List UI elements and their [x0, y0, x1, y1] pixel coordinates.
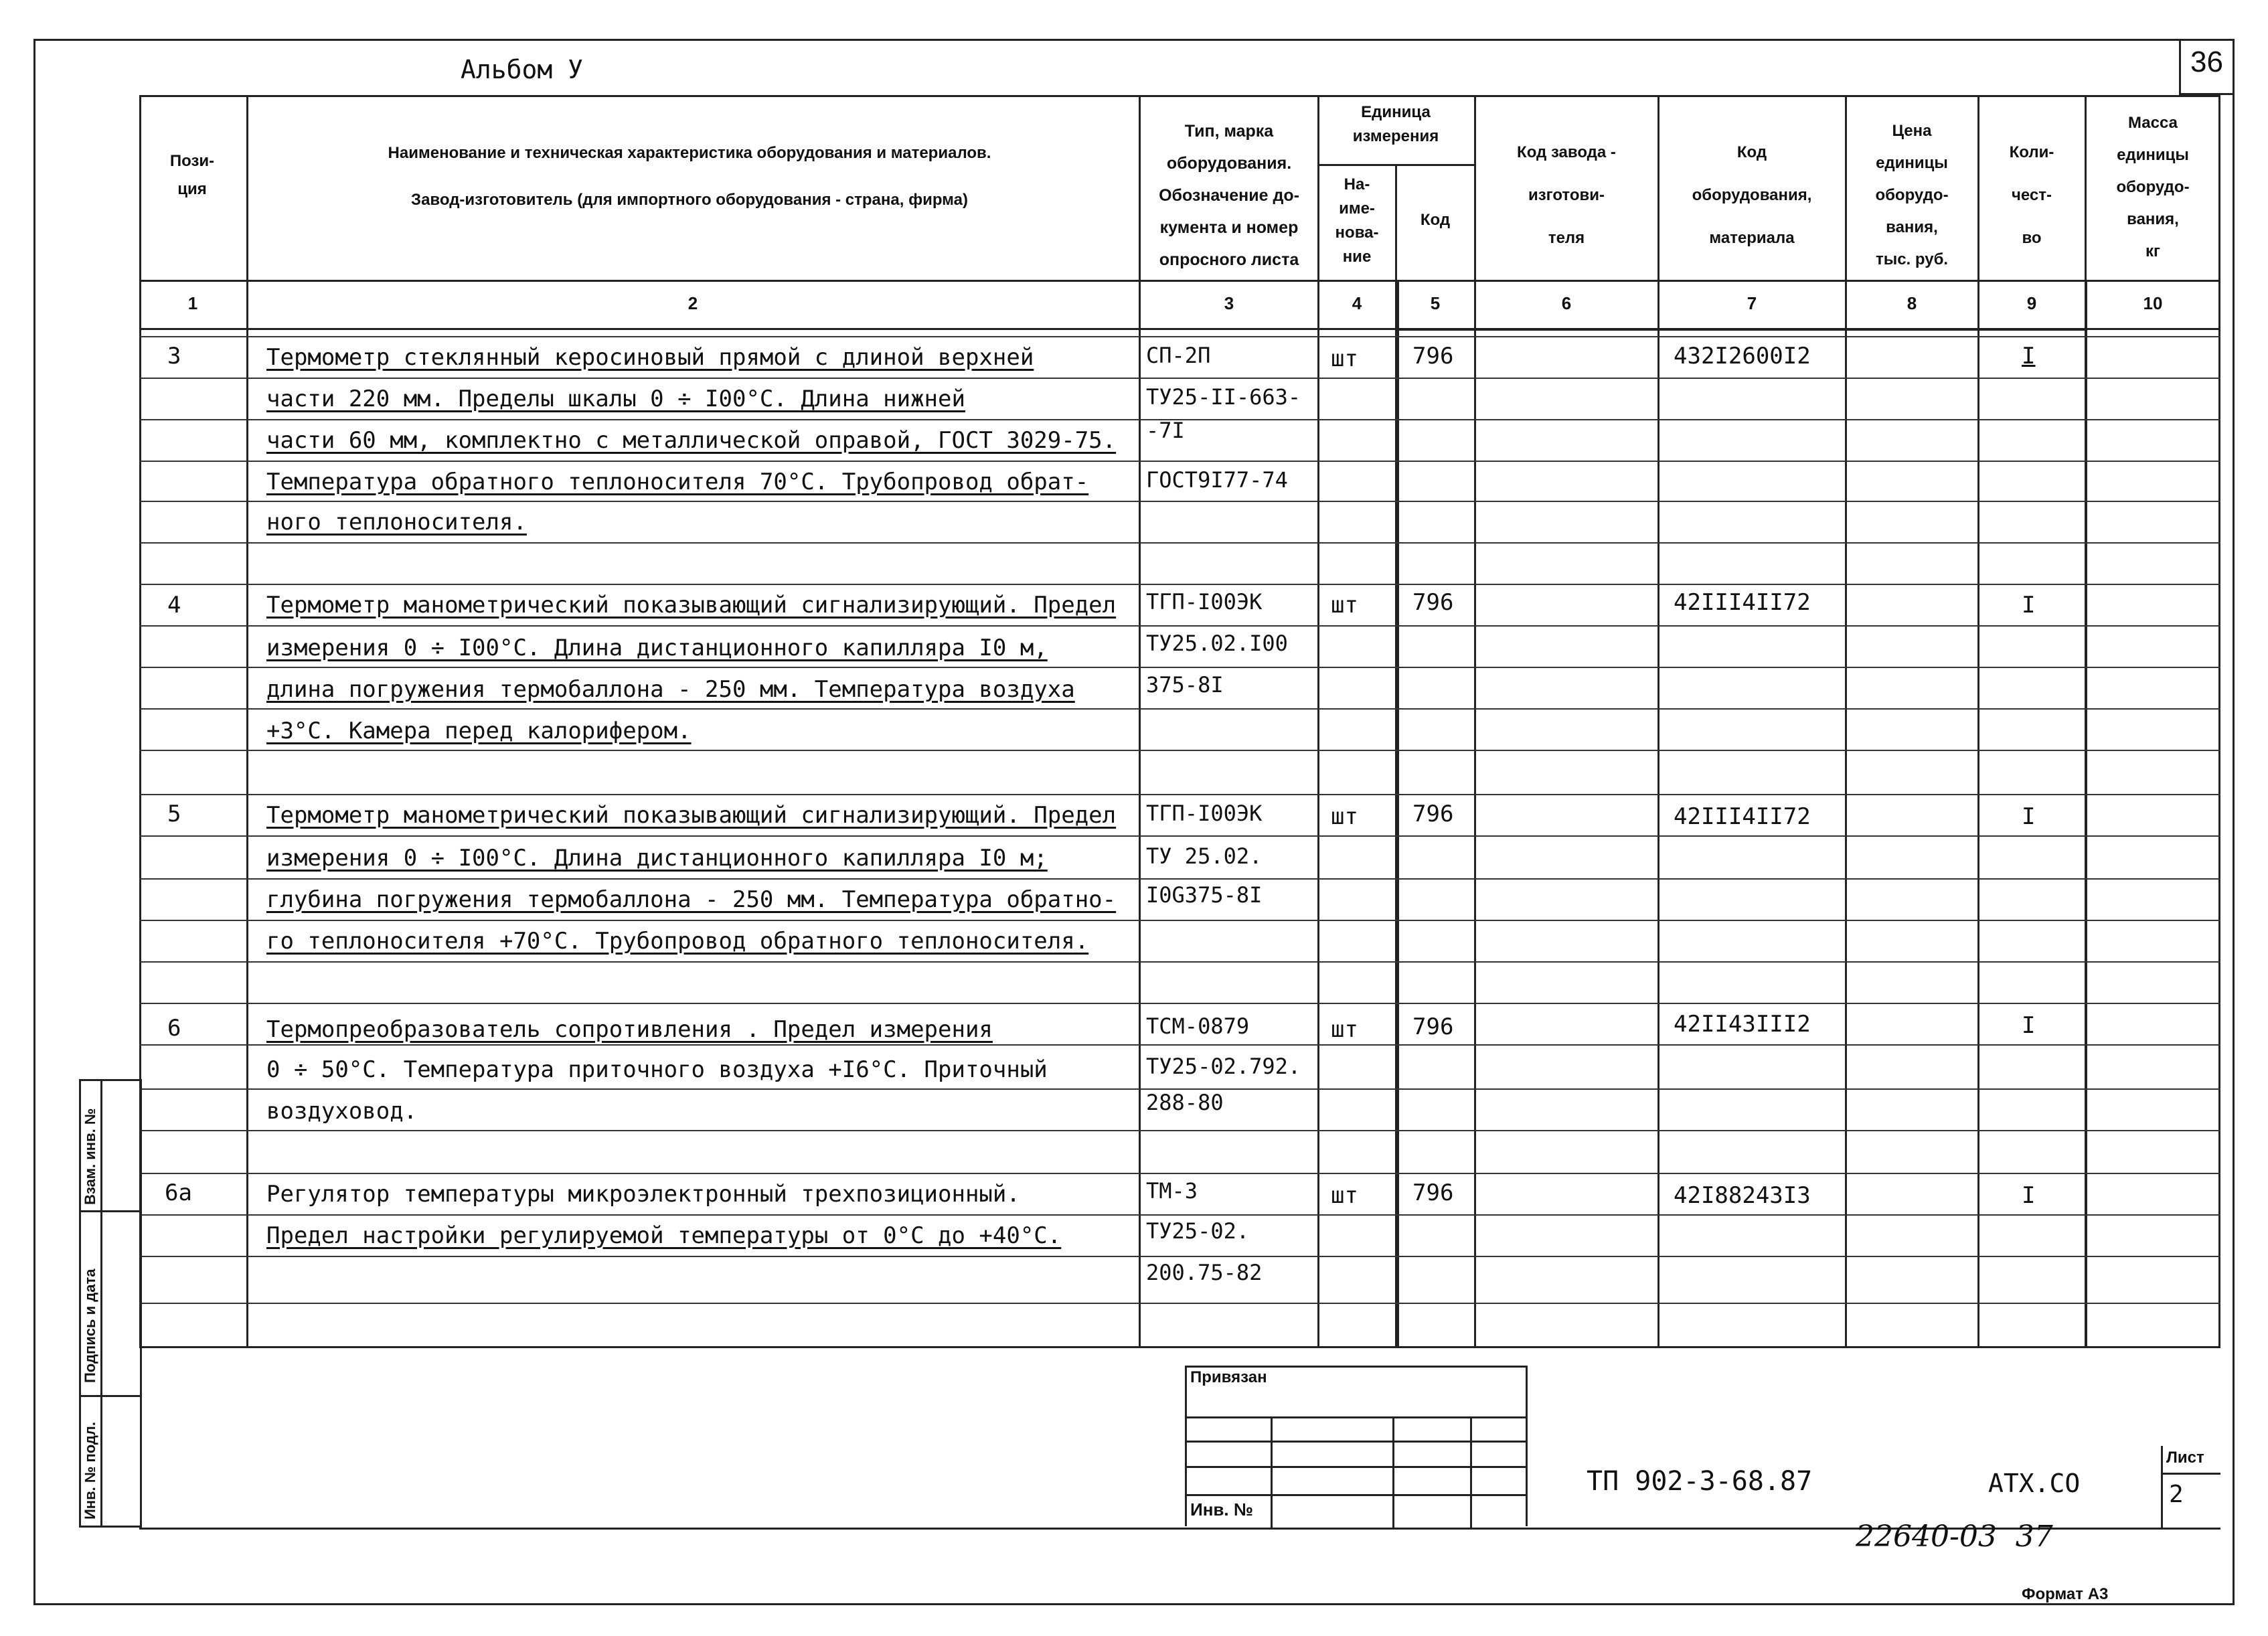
- item-type: ТУ 25.02.: [1146, 843, 1263, 869]
- item-pos: 5: [167, 801, 181, 827]
- item-unit: шт: [1331, 592, 1358, 619]
- item-pos: 3: [167, 343, 181, 370]
- item-unit-code: 796: [1412, 343, 1454, 370]
- item-desc-line: глубина погружения термобаллона - 250 мм. Температура обратно-: [266, 886, 1117, 913]
- item-equip-code: 42II43III2: [1674, 1011, 1811, 1038]
- item-unit: шт: [1331, 803, 1358, 830]
- section-code: АТХ.СО: [1988, 1469, 2081, 1498]
- item-type: ТУ25.02.I00: [1146, 631, 1288, 656]
- col-unit-code-header: Код: [1420, 211, 1451, 229]
- col-number: 3: [1224, 293, 1234, 313]
- sheet-number: 36: [2190, 46, 2223, 78]
- item-equip-code: 42I88243I3: [1674, 1182, 1811, 1209]
- item-type: ТУ25-02.: [1146, 1218, 1250, 1244]
- item-type: ГОСТ9I77-74: [1146, 467, 1288, 493]
- album-title: Альбом У: [461, 55, 584, 84]
- side-stamp-label: Подпись и дата: [82, 1269, 98, 1383]
- col-number: 4: [1352, 293, 1362, 313]
- bound-label: Привязан: [1190, 1368, 1267, 1386]
- col-number: 2: [687, 293, 698, 313]
- item-qty: I: [2022, 1012, 2036, 1039]
- item-unit: шт: [1331, 1182, 1358, 1209]
- col-qty-header: Коли- чест- во: [2009, 143, 2054, 247]
- item-desc-line: Регулятор температуры микроэлектронный трехпозиционный.: [266, 1181, 1020, 1208]
- doc-code: ТП 902-3-68.87: [1587, 1466, 1813, 1497]
- item-equip-code: 42III4II72: [1674, 803, 1811, 830]
- item-desc-line: Предел настройки регулируемой температуры от 0°C до +40°C.: [266, 1222, 1062, 1249]
- item-unit-code: 796: [1412, 1179, 1454, 1206]
- item-type: ТСМ-0879: [1146, 1013, 1250, 1039]
- col-number: 9: [2026, 293, 2037, 313]
- item-desc-line: Термометр манометрический показывающий сигнализирующий. Предел: [266, 802, 1117, 829]
- item-desc-line: части 60 мм, комплектно с металлической оправой, ГОСТ 3029-75.: [266, 427, 1117, 454]
- item-desc-line: Термометр манометрический показывающий сигнализирующий. Предел: [266, 592, 1117, 619]
- inv-label: Инв. №: [1190, 1499, 1253, 1520]
- item-qty: I: [2022, 803, 2036, 830]
- item-type: СП-2П: [1146, 343, 1211, 368]
- item-equip-code: 42III4II72: [1674, 589, 1811, 616]
- item-qty: I: [2022, 1182, 2036, 1209]
- item-type: 288-80: [1146, 1090, 1224, 1115]
- item-desc-line: го теплоносителя +70°C. Трубопровод обратного теплоносителя.: [266, 928, 1089, 955]
- sheet-no: 2: [2169, 1481, 2184, 1508]
- item-desc-line: измерения 0 ÷ I00°C. Длина дистанционного капилляра I0 м;: [266, 845, 1048, 872]
- item-unit: шт: [1331, 345, 1358, 372]
- col-equip-code-header: Код оборудования, материала: [1692, 143, 1812, 247]
- format-label: Формат А3: [2022, 1585, 2109, 1603]
- item-pos: 6: [167, 1015, 181, 1042]
- col-number: 5: [1430, 293, 1441, 313]
- handwritten-number: 22640-03 37: [1856, 1520, 2053, 1554]
- col-factory-code-header: Код завода - изготови- теля: [1517, 143, 1616, 247]
- col-number: 1: [187, 293, 198, 313]
- item-qty: I: [2022, 343, 2036, 370]
- col-name-header-1: Наименование и техническая характеристика оборудования и материалов.: [388, 144, 991, 162]
- item-type: ТУ25-02.792.: [1146, 1054, 1301, 1079]
- item-qty: I: [2022, 592, 2036, 619]
- item-type: ТМ-3: [1146, 1178, 1198, 1204]
- item-desc-line: ного теплоносителя.: [266, 509, 527, 536]
- col-mass-header: Масса единицы оборудо- вания, кг: [2116, 114, 2190, 260]
- item-desc-line: части 220 мм. Пределы шкалы 0 ÷ I00°C. Длина нижней: [266, 386, 965, 412]
- col-name-header-2: Завод-изготовитель (для импортного оборудования - страна, фирма): [411, 191, 968, 209]
- item-desc-line: длина погружения термобаллона - 250 мм. Температура воздуха: [266, 676, 1075, 703]
- item-unit-code: 796: [1412, 1013, 1454, 1040]
- col-number: 7: [1747, 293, 1757, 313]
- col-number: 8: [1907, 293, 1917, 313]
- col-type-header: Тип, марка оборудования. Обозначение до- кумента и номер опросного листа: [1159, 122, 1299, 269]
- sheet-label: Лист: [2166, 1449, 2204, 1467]
- col-number: 10: [2143, 293, 2163, 313]
- item-type: 200.75-82: [1146, 1260, 1263, 1285]
- item-desc-line: измерения 0 ÷ I00°C. Длина дистанционного капилляра I0 м,: [266, 635, 1048, 661]
- item-pos: 6а: [165, 1179, 192, 1206]
- col-unit-header: Единица измерения: [1352, 103, 1439, 145]
- item-pos: 4: [167, 592, 181, 619]
- item-type: ТУ25-II-663-: [1146, 384, 1301, 410]
- side-stamp-label: Взам. инв. №: [82, 1108, 98, 1205]
- item-desc-line: Температура обратного теплоносителя 70°C. Трубопровод обрат-: [266, 469, 1089, 495]
- item-desc-line: воздуховод.: [266, 1098, 418, 1125]
- item-unit-code: 796: [1412, 801, 1454, 827]
- item-equip-code: 432I2600I2: [1674, 343, 1811, 370]
- item-type: 375-8I: [1146, 672, 1224, 698]
- item-type: ТГП-I00ЭК: [1146, 801, 1263, 826]
- item-desc-line: Термометр стеклянный керосиновый прямой с длиной верхней: [266, 344, 1034, 371]
- item-type: -7I: [1146, 418, 1185, 443]
- item-type: I0G375-8I: [1146, 882, 1263, 908]
- col-pos-header: Пози- ция: [169, 152, 215, 198]
- item-desc-line: 0 ÷ 50°C. Температура приточного воздуха +I6°C. Приточный: [266, 1056, 1048, 1083]
- col-unit-name-header: На- име- нова- ние: [1335, 175, 1379, 266]
- item-desc-line: +3°C. Камера перед калорифером.: [266, 718, 692, 744]
- item-desc-line: Термопреобразователь сопротивления . Предел измерения: [266, 1016, 993, 1043]
- item-type: ТГП-I00ЭК: [1146, 589, 1263, 615]
- item-unit-code: 796: [1412, 589, 1454, 616]
- col-price-header: Цена единицы оборудо- вания, тыс. руб.: [1875, 122, 1949, 268]
- col-number: 6: [1561, 293, 1572, 313]
- item-unit: шт: [1331, 1016, 1358, 1043]
- side-stamp-label: Инв. № подл.: [82, 1422, 98, 1520]
